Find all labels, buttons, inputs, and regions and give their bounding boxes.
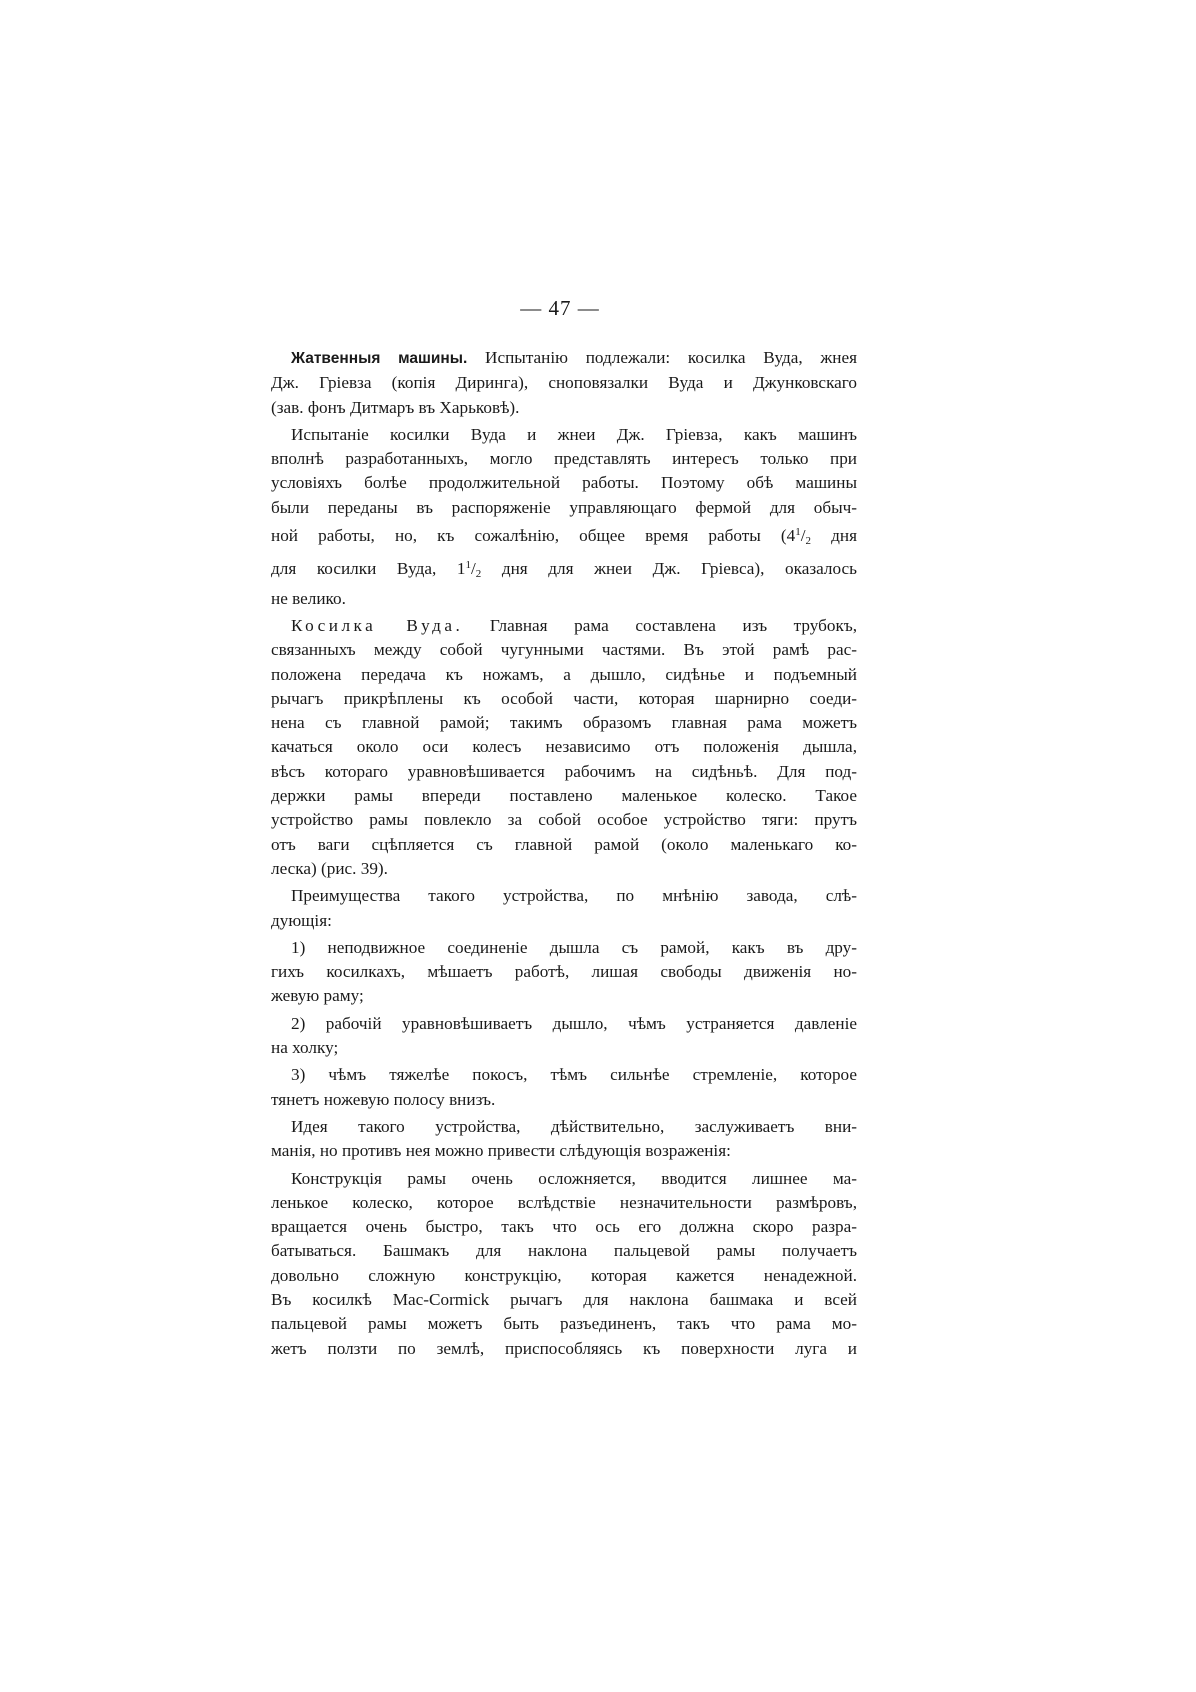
text-line: Въ косилкѣ Mac-Cormick рычагъ для наклона башмака и всей [271,1289,857,1309]
section-heading: Косилка Вуда. [291,615,464,635]
text-line: жевую раму; [271,986,364,1006]
body-text [271,346,857,1361]
text-line: 1) неподвижное соединеніе дышла съ рамой, какъ въ дру- [291,937,857,957]
text-line: Испытаніе косилки Вуда и жнеи Дж. Гріевза, какъ машинъ [291,424,857,444]
text-line: устройство рамы повлекло за собой особое устройство тяги: прутъ [271,810,857,830]
text-line: были переданы въ распоряженіе управляющаго фермой для обыч- [271,497,857,517]
paragraph [271,1167,857,1361]
text-line: ленькое колеско, которое вслѣдствіе незначительности размѣровъ, [271,1192,857,1212]
text-line: качаться около оси колесъ независимо отъ положенія дышла, [271,737,857,757]
text-line: на холку; [271,1038,339,1058]
text-line: ной работы, но, къ сожалѣнію, общее время работы ($4^1/_2$ дня [271,526,857,548]
text-line: для косилки Вуда, $1^1/_2$ дня для жнеи Дж. Гріевса), оказалось [271,559,857,581]
text-line: положена передача къ ножамъ, а дышло, сидѣнье и подъемный [271,664,857,684]
text-line: довольно сложную конструкцію, которая кажется ненадежной. [271,1265,857,1285]
text-line: леска) (рис. 39). [271,858,388,878]
text-line: тянетъ ножевую полосу внизъ. [271,1089,496,1109]
text-line: вращается очень быстро, такъ что ось его должна скоро разра- [271,1217,857,1237]
text-line: отъ ваги сцѣпляется съ главной рамой (около маленькаго ко- [271,834,857,854]
list-item [271,1063,857,1112]
list-item [271,1012,857,1061]
text-line: пальцевой рамы можетъ быть разъединенъ, такъ что рама мо- [271,1314,857,1334]
page-number: — 47 — [520,296,600,320]
text-line: условіяхъ болѣе продолжительной работы. Поэтому обѣ машины [271,473,857,493]
text-line: дующія: [271,910,332,930]
fraction-numerator: 1 [465,559,471,572]
text-line: вполнѣ разработанныхъ, могло представлять интересъ только при [271,449,857,469]
text-line: вѣсъ котораго уравновѣшивается рабочимъ на сидѣньѣ. Для под- [271,761,857,781]
text-line: (зав. фонъ Дитмаръ въ Харьковѣ). [271,397,520,417]
text-line: 3) чѣмъ тяжелѣе покосъ, тѣмъ сильнѣе стремленіе, которое [291,1065,857,1085]
list-item [271,936,857,1009]
text-line: батываться. Башмакъ для наклона пальцевой рамы получаетъ [271,1241,857,1261]
text-line: гихъ косилкахъ, мѣшаетъ работѣ, лишая свободы движенія но- [271,962,857,982]
text-line: Преимущества такого устройства, по мнѣнію завода, слѣ- [291,886,857,906]
text-line: жетъ ползти по землѣ, приспособляясь къ поверхности луга и [271,1338,857,1358]
paragraph [271,423,857,611]
text-line: Конструкція рамы очень осложняется, вводится лишнее ма- [291,1168,857,1188]
text-line: не велико. [271,588,346,608]
paragraph [271,346,857,420]
text-line: манія, но противъ нея можно привести слѣдующія возраженія: [271,1141,731,1161]
text-line: 2) рабочій уравновѣшиваетъ дышло, чѣмъ устраняется давленіе [291,1013,857,1033]
section-heading: Жатвенныя машины. [291,350,468,367]
text-line: держки рамы впереди поставлено маленькое колеско. Такое [271,786,857,806]
text-line: связанныхъ между собой чугунными частями. Въ этой рамѣ рас- [271,640,857,660]
fraction-numerator: 1 [795,526,801,539]
text-line: Косилка Вуда. Главная рама составлена изъ трубокъ, [291,615,857,635]
fraction-denominator: 2 [805,535,812,548]
text-line: рычагъ прикрѣплены къ особой части, которая шарнирно соеди- [271,688,857,708]
text-line: нена съ главной рамой; такимъ образомъ главная рама можетъ [271,713,857,733]
paragraph [271,884,857,933]
text-line: Дж. Гріевза (копія Диринга), сноповязалки Вуда и Джунковскаго [271,373,857,393]
paragraph [271,1115,857,1164]
text-line: Идея такого устройства, дѣйствительно, заслуживаетъ вни- [291,1116,857,1136]
text-line: Жатвенныя машины. Испытанію подлежали: косилка Вуда, жнея [291,348,857,367]
fraction-denominator: 2 [475,568,482,581]
paragraph [271,614,857,881]
